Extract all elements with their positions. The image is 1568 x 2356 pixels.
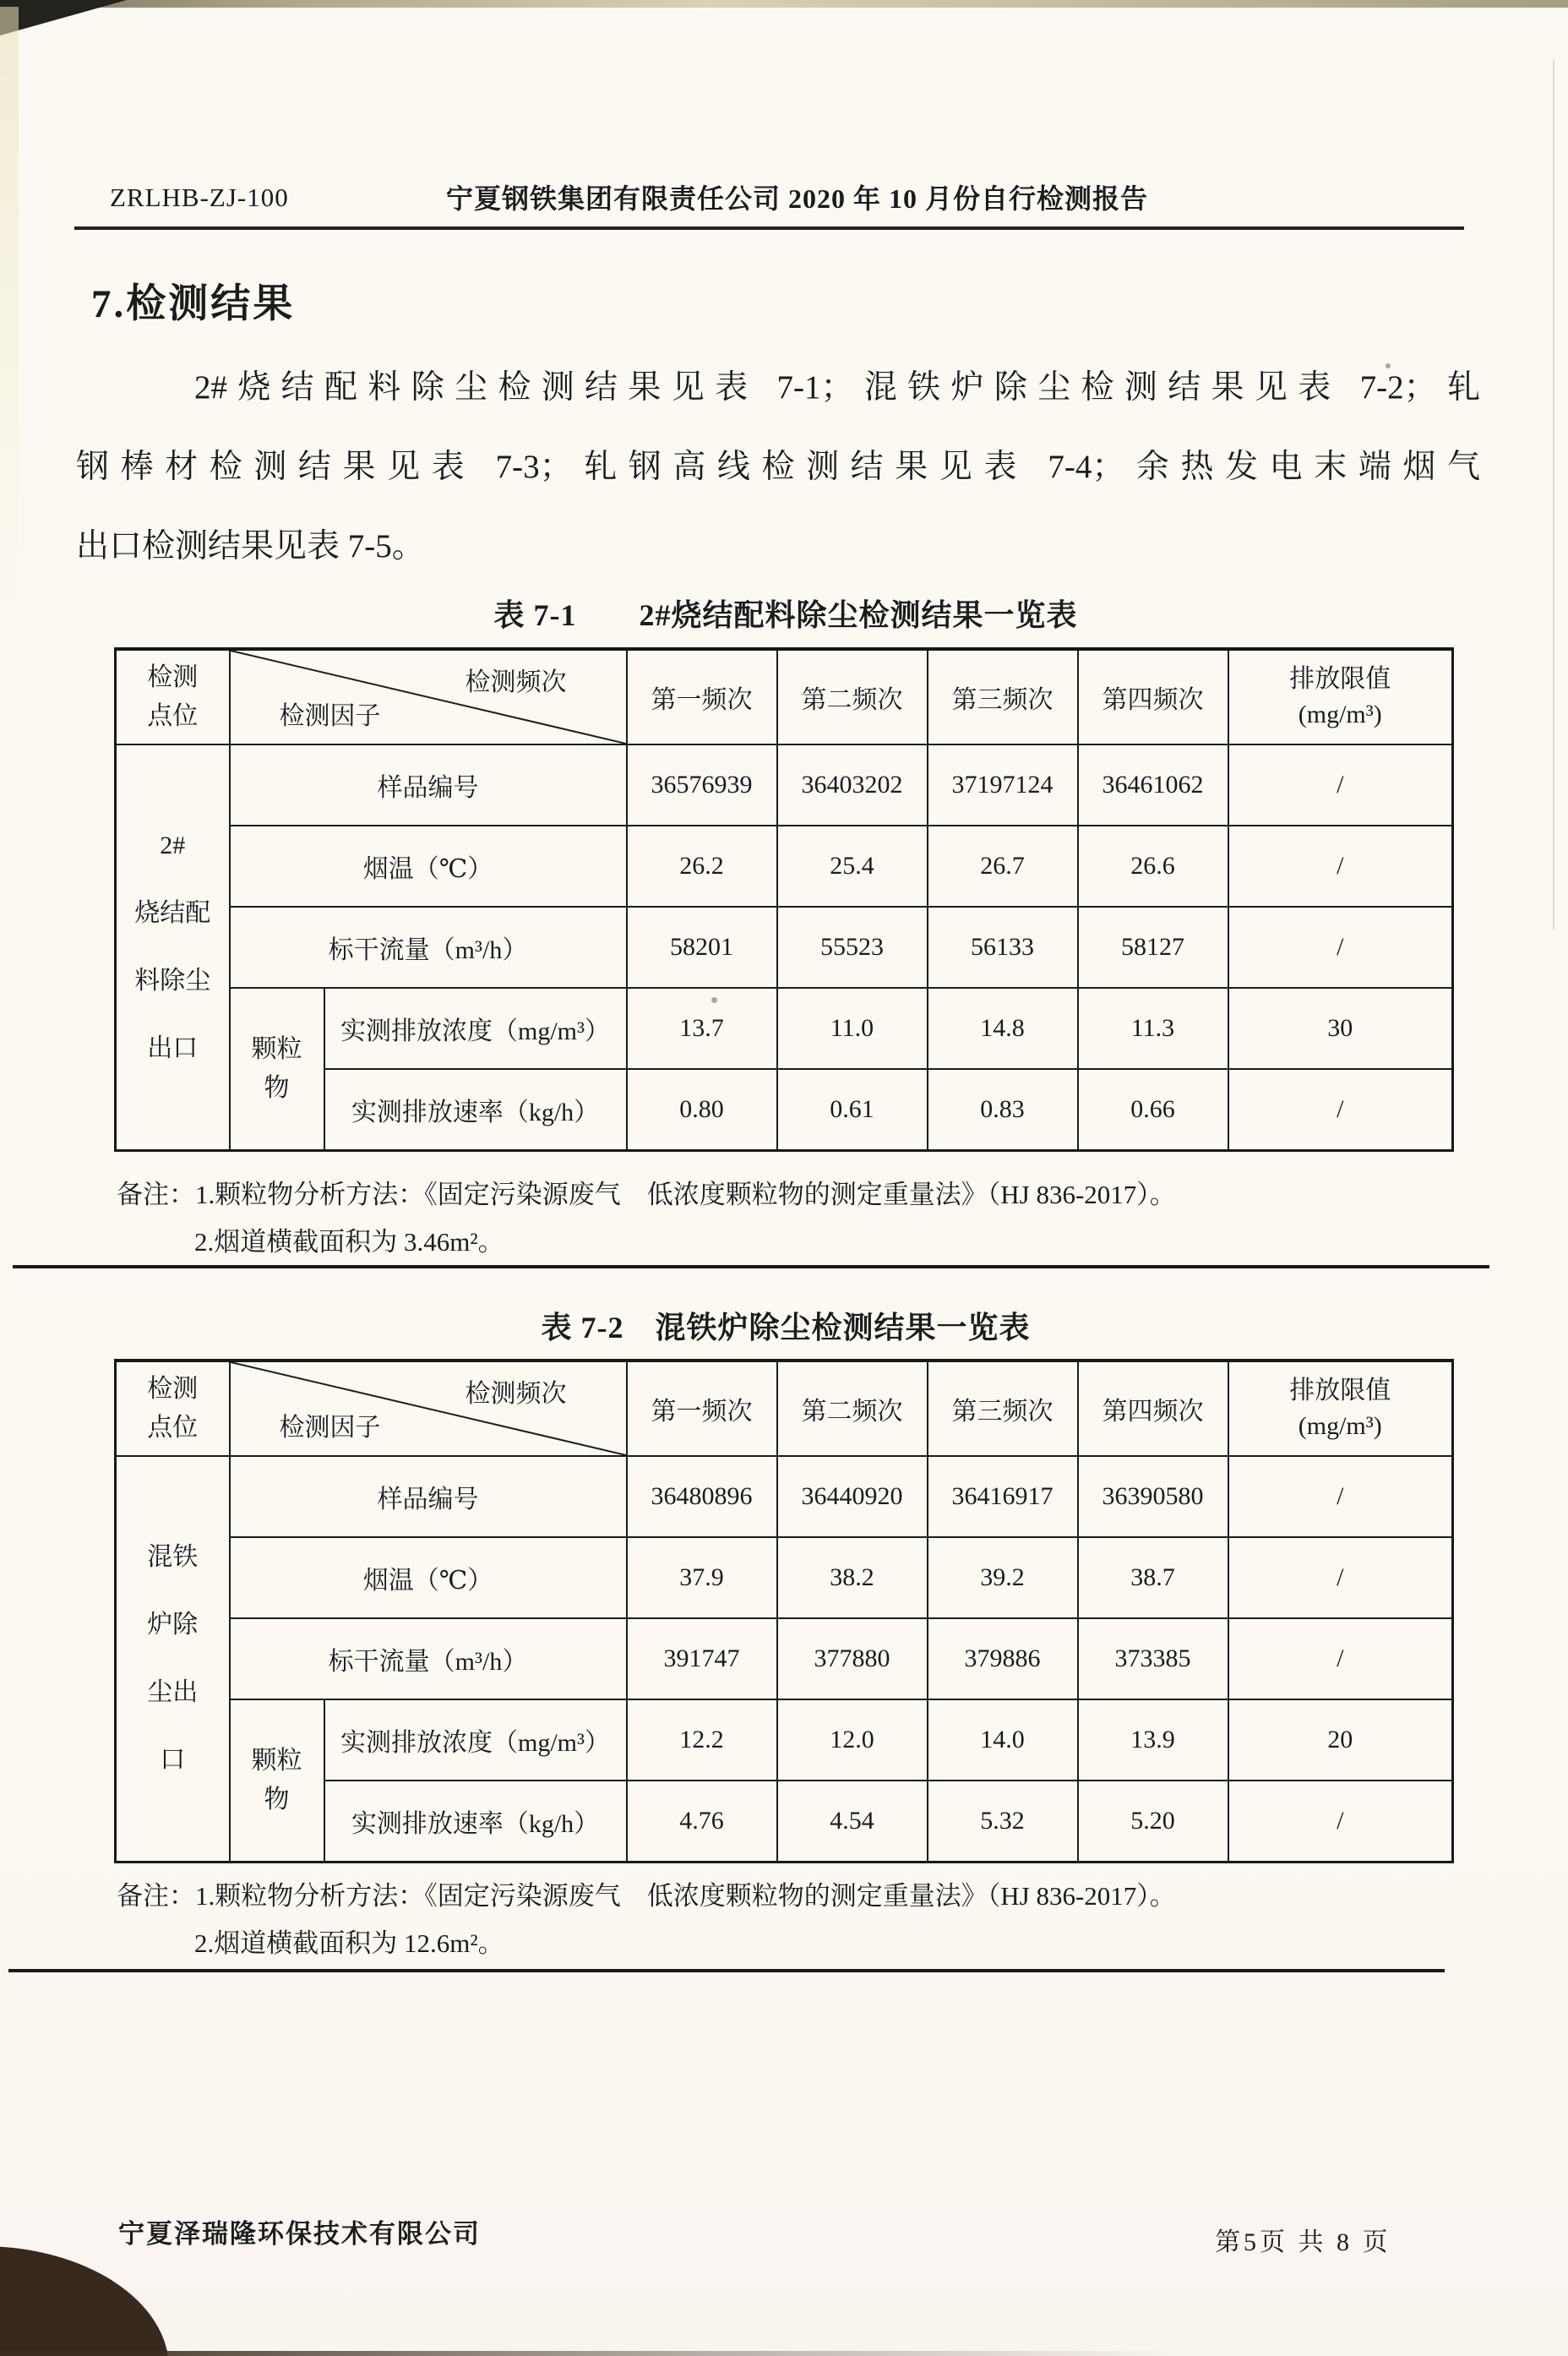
value-cell: 12.0: [777, 1699, 928, 1781]
col-header-freq-3: 第三频次: [928, 1361, 1078, 1456]
value-cell: 55523: [777, 907, 928, 988]
limit-cell: /: [1228, 1781, 1453, 1862]
factor-label: 样品编号: [230, 744, 627, 826]
col-header-factor: 检测因子: [279, 702, 381, 730]
table-7-1-notes: [117, 1171, 1468, 1266]
col-header-point: 检测点位: [116, 1361, 230, 1456]
value-cell: 0.61: [777, 1069, 928, 1151]
section-divider: [8, 1969, 1445, 1972]
intro-paragraph: [76, 348, 1480, 586]
value-cell: 25.4: [777, 826, 928, 907]
note-line: 2.烟道横截面积为 12.6m²。: [194, 1928, 504, 1958]
col-header-factor: 检测因子: [279, 1414, 381, 1442]
col-header-frequency: 检测频次: [465, 1380, 567, 1408]
note-line: 备注：1.颗粒物分析方法：《固定污染源废气 低浓度颗粒物的测定重量法》（HJ 836-2017）。: [117, 1180, 1176, 1209]
scan-edge-top: [0, 0, 1568, 8]
factor-label: 标干流量（m³/h）: [230, 1618, 627, 1699]
value-cell: 36576939: [627, 744, 777, 826]
value-cell: 11.0: [777, 988, 928, 1069]
factor-label: 实测排放浓度（mg/m³）: [324, 988, 627, 1069]
table-7-2-notes: [117, 1873, 1468, 1967]
value-cell: 58201: [627, 907, 777, 988]
monitoring-point-cell: 2# 烧结配 料除尘 出口: [116, 744, 230, 1151]
section-title: 7.检测结果: [91, 282, 296, 326]
value-cell: 4.54: [777, 1781, 928, 1862]
pollutant-group-cell: 颗粒物: [230, 988, 324, 1151]
factor-label: 标干流量（m³/h）: [230, 907, 627, 988]
value-cell: 0.80: [627, 1069, 777, 1151]
value-cell: 26.6: [1078, 826, 1228, 907]
diagonal-header-cell: [230, 649, 627, 744]
col-header-freq-4: 第四频次: [1078, 649, 1228, 744]
value-cell: 5.20: [1078, 1781, 1228, 1862]
col-header-frequency: 检测频次: [465, 668, 567, 696]
value-cell: 377880: [777, 1618, 928, 1699]
col-header-point: 检测点位: [116, 649, 230, 744]
intro-line: 2#烧结配料除尘检测结果见表 7-1；混铁炉除尘检测结果见表 7-2；轧: [194, 369, 1480, 406]
col-header-limit: 排放限值 (mg/m³): [1228, 1361, 1453, 1456]
limit-cell: 30: [1228, 988, 1453, 1069]
pollutant-group-cell: 颗粒物: [230, 1699, 324, 1862]
limit-cell: /: [1228, 1456, 1453, 1537]
table-7-1: [114, 647, 1454, 1152]
limit-cell: /: [1228, 826, 1453, 907]
limit-cell: /: [1228, 744, 1453, 826]
value-cell: 56133: [928, 907, 1078, 988]
value-cell: 39.2: [928, 1537, 1078, 1618]
value-cell: 36480896: [627, 1456, 777, 1537]
value-cell: 379886: [928, 1618, 1078, 1699]
value-cell: 0.83: [928, 1069, 1078, 1151]
value-cell: 36416917: [928, 1456, 1078, 1537]
col-header-freq-3: 第三频次: [928, 649, 1078, 744]
value-cell: 14.8: [928, 988, 1078, 1069]
value-cell: 13.9: [1078, 1699, 1228, 1781]
scan-edge-left: [0, 7, 19, 615]
table-7-1-caption: 表 7-1 2#烧结配料除尘检测结果一览表: [493, 598, 1078, 632]
factor-label: 实测排放浓度（mg/m³）: [324, 1699, 627, 1781]
value-cell: 12.2: [627, 1699, 777, 1781]
col-header-freq-4: 第四频次: [1078, 1361, 1228, 1456]
scan-edge-right: [1553, 59, 1554, 930]
value-cell: 37197124: [928, 744, 1078, 826]
col-header-freq-2: 第二频次: [777, 649, 928, 744]
factor-label: 样品编号: [230, 1456, 627, 1537]
value-cell: 0.66: [1078, 1069, 1228, 1151]
limit-cell: 20: [1228, 1699, 1453, 1781]
section-divider: [13, 1265, 1489, 1268]
table-7-2: [114, 1359, 1454, 1863]
note-line: 备注：1.颗粒物分析方法：《固定污染源废气 低浓度颗粒物的测定重量法》（HJ 836-2017）。: [117, 1881, 1176, 1911]
footer-page-number: 第5页 共 8 页: [1215, 2228, 1391, 2256]
value-cell: 26.2: [627, 826, 777, 907]
value-cell: 36461062: [1078, 744, 1228, 826]
value-cell: 11.3: [1078, 988, 1228, 1069]
footer-company-name: 宁夏泽瑞隆环保技术有限公司: [118, 2219, 481, 2249]
value-cell: 391747: [627, 1618, 777, 1699]
value-cell: 37.9: [627, 1537, 777, 1618]
value-cell: 38.7: [1078, 1537, 1228, 1618]
note-line: 2.烟道横截面积为 3.46m²。: [194, 1227, 504, 1257]
value-cell: 38.2: [777, 1537, 928, 1618]
document-code: ZRLHB-ZJ-100: [110, 183, 289, 212]
factor-label: 烟温（℃）: [230, 826, 627, 907]
document-title: 宁夏钢铁集团有限责任公司 2020 年 10 月份自行检测报告: [446, 183, 1149, 214]
factor-label: 实测排放速率（kg/h）: [324, 1069, 627, 1151]
scan-corner-bottom-left: [0, 2246, 169, 2356]
limit-cell: /: [1228, 1537, 1453, 1618]
intro-line: 钢棒材检测结果见表 7-3；轧钢高线检测结果见表 7-4；余热发电末端烟气: [76, 449, 1480, 485]
value-cell: 36390580: [1078, 1456, 1228, 1537]
value-cell: 26.7: [928, 826, 1078, 907]
value-cell: 36403202: [777, 744, 928, 826]
scan-edge-bottom: [0, 2351, 1568, 2356]
limit-cell: /: [1228, 1069, 1453, 1151]
value-cell: 13.7: [627, 988, 777, 1069]
value-cell: 14.0: [928, 1699, 1078, 1781]
col-header-freq-1: 第一频次: [627, 649, 777, 744]
col-header-freq-2: 第二频次: [777, 1361, 928, 1456]
table-7-2-caption: 表 7-2 混铁炉除尘检测结果一览表: [541, 1311, 1031, 1344]
limit-cell: /: [1228, 907, 1453, 988]
header-rule: [74, 226, 1464, 230]
scan-corner-top-left: [0, 0, 127, 35]
value-cell: 36440920: [777, 1456, 928, 1537]
value-cell: 4.76: [627, 1781, 777, 1862]
limit-cell: /: [1228, 1618, 1453, 1699]
diagonal-header-cell: [230, 1361, 627, 1456]
col-header-freq-1: 第一频次: [627, 1361, 777, 1456]
monitoring-point-cell: 混铁 炉除 尘出 口: [116, 1456, 230, 1862]
factor-label: 烟温（℃）: [230, 1537, 627, 1618]
value-cell: 58127: [1078, 907, 1228, 988]
intro-line: 出口检测结果见表 7-5。: [76, 528, 425, 564]
value-cell: 373385: [1078, 1618, 1228, 1699]
col-header-limit: 排放限值 (mg/m³): [1228, 649, 1453, 744]
factor-label: 实测排放速率（kg/h）: [324, 1781, 627, 1862]
value-cell: 5.32: [928, 1781, 1078, 1862]
